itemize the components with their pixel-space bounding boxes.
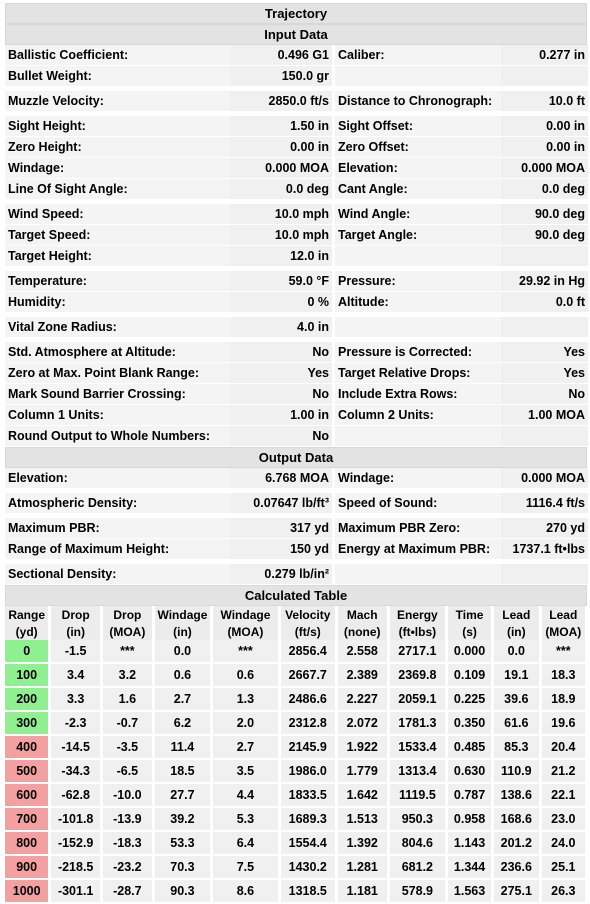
field-value: 270 yd	[501, 514, 588, 539]
field-value: 150 yd	[230, 539, 335, 560]
range-cell: 800	[5, 832, 51, 856]
table-cell: -301.1	[51, 880, 103, 904]
table-cell: 3.4	[51, 664, 103, 688]
table-cell: ***	[103, 640, 155, 664]
column-header: Velocity	[281, 606, 338, 623]
table-cell: 1.3	[213, 688, 281, 712]
table-cell: 2.072	[338, 712, 390, 736]
table-cell: 3.3	[51, 688, 103, 712]
data-row	[5, 313, 588, 338]
output-data-table	[5, 468, 588, 585]
field-label: Sight Height:	[5, 112, 230, 137]
field-label: Include Extra Rows:	[335, 384, 501, 405]
table-cell: 1833.5	[281, 784, 338, 808]
table-cell: 681.2	[390, 856, 449, 880]
column-header: (MOA)	[213, 623, 281, 640]
table-cell: 0.485	[448, 736, 494, 760]
field-value: 10.0 mph	[230, 200, 335, 225]
column-header: (MOA)	[103, 623, 155, 640]
data-row	[5, 426, 588, 447]
column-header: Time	[448, 606, 494, 623]
data-row	[5, 405, 588, 426]
table-cell: 7.5	[213, 856, 281, 880]
table-cell: 275.1	[494, 880, 542, 904]
table-cell: 25.1	[542, 856, 588, 880]
column-header: (ft/s)	[281, 623, 338, 640]
calculated-table	[5, 606, 588, 904]
field-value	[501, 313, 588, 338]
table-cell: 2059.1	[390, 688, 449, 712]
table-cell: -34.3	[51, 760, 103, 784]
column-header: Lead	[494, 606, 542, 623]
field-label	[335, 313, 501, 338]
data-row	[5, 560, 588, 585]
table-cell: 1.779	[338, 760, 390, 784]
column-header: Energy	[390, 606, 449, 623]
table-cell: 1781.3	[390, 712, 449, 736]
table-cell: 1.281	[338, 856, 390, 880]
table-cell: -10.0	[103, 784, 155, 808]
table-cell: 0.958	[448, 808, 494, 832]
table-cell: 168.6	[494, 808, 542, 832]
table-header-row	[5, 606, 588, 623]
field-label: Vital Zone Radius:	[5, 313, 230, 338]
field-value: 317 yd	[230, 514, 335, 539]
field-label: Elevation:	[335, 158, 501, 179]
field-value	[501, 426, 588, 447]
data-row	[5, 363, 588, 384]
table-row	[5, 784, 588, 808]
field-label: Sight Offset:	[335, 112, 501, 137]
table-row	[5, 664, 588, 688]
table-cell: 2856.4	[281, 640, 338, 664]
data-row	[5, 112, 588, 137]
field-label: Pressure is Corrected:	[335, 338, 501, 363]
table-cell: 236.6	[494, 856, 542, 880]
column-header: (yd)	[5, 623, 51, 640]
field-value: 0.00 in	[501, 112, 588, 137]
field-value: Yes	[230, 363, 335, 384]
field-value: 1116.4 ft/s	[501, 489, 588, 514]
table-cell: -62.8	[51, 784, 103, 808]
table-cell: 23.0	[542, 808, 588, 832]
field-value: 0.00 in	[501, 137, 588, 158]
table-cell: 19.1	[494, 664, 542, 688]
table-cell: 0.6	[155, 664, 213, 688]
table-cell: 950.3	[390, 808, 449, 832]
data-row	[5, 468, 588, 489]
range-cell: 700	[5, 808, 51, 832]
table-row	[5, 808, 588, 832]
field-value: Yes	[501, 338, 588, 363]
field-label: Cant Angle:	[335, 179, 501, 200]
table-cell: 3.5	[213, 760, 281, 784]
table-row	[5, 736, 588, 760]
table-cell: 27.7	[155, 784, 213, 808]
table-row	[5, 760, 588, 784]
data-row	[5, 87, 588, 112]
field-value: 0 %	[230, 292, 335, 313]
field-label: Round Output to Whole Numbers:	[5, 426, 230, 447]
field-value: 0.0 ft	[501, 292, 588, 313]
field-label: Wind Speed:	[5, 200, 230, 225]
data-row	[5, 384, 588, 405]
field-label: Target Height:	[5, 246, 230, 267]
field-label: Wind Angle:	[335, 200, 501, 225]
table-cell: 2.558	[338, 640, 390, 664]
table-cell: 5.3	[213, 808, 281, 832]
field-label: Target Relative Drops:	[335, 363, 501, 384]
table-cell: 0.000	[448, 640, 494, 664]
field-value: 0.496 G1	[230, 45, 335, 66]
page-title: Trajectory	[5, 3, 587, 24]
table-cell: 19.6	[542, 712, 588, 736]
output-data-header: Output Data	[5, 447, 587, 468]
table-cell: 18.9	[542, 688, 588, 712]
column-header: (in)	[155, 623, 213, 640]
table-cell: -1.5	[51, 640, 103, 664]
table-cell: 2.7	[213, 736, 281, 760]
table-cell: 2486.6	[281, 688, 338, 712]
table-cell: 2.7	[155, 688, 213, 712]
table-cell: 6.4	[213, 832, 281, 856]
data-row	[5, 66, 588, 87]
table-cell: 1986.0	[281, 760, 338, 784]
column-header: Mach	[338, 606, 390, 623]
field-label	[335, 560, 501, 585]
table-cell: -152.9	[51, 832, 103, 856]
table-cell: -23.2	[103, 856, 155, 880]
field-label: Std. Atmosphere at Altitude:	[5, 338, 230, 363]
table-cell: 1.513	[338, 808, 390, 832]
field-label: Maximum PBR Zero:	[335, 514, 501, 539]
table-cell: 11.4	[155, 736, 213, 760]
field-value: 0.000 MOA	[230, 158, 335, 179]
field-value: 6.768 MOA	[230, 468, 335, 489]
table-cell: 1313.4	[390, 760, 449, 784]
table-cell: 1.6	[103, 688, 155, 712]
field-label: Range of Maximum Height:	[5, 539, 230, 560]
field-value: No	[230, 384, 335, 405]
field-label: Sectional Density:	[5, 560, 230, 585]
field-label: Humidity:	[5, 292, 230, 313]
table-cell: 18.5	[155, 760, 213, 784]
range-cell: 0	[5, 640, 51, 664]
data-row	[5, 158, 588, 179]
table-cell: 70.3	[155, 856, 213, 880]
data-row	[5, 45, 588, 66]
field-value: 0.000 MOA	[501, 468, 588, 489]
field-value: 0.279 lb/in²	[230, 560, 335, 585]
field-label: Ballistic Coefficient:	[5, 45, 230, 66]
field-label: Zero Height:	[5, 137, 230, 158]
field-label	[335, 66, 501, 87]
column-header: Windage	[155, 606, 213, 623]
field-value: 4.0 in	[230, 313, 335, 338]
field-label: Distance to Chronograph:	[335, 87, 501, 112]
column-header: Windage	[213, 606, 281, 623]
table-cell: -14.5	[51, 736, 103, 760]
table-cell: 3.2	[103, 664, 155, 688]
field-label: Target Angle:	[335, 225, 501, 246]
field-value: 1737.1 ft•lbs	[501, 539, 588, 560]
column-header: Drop	[103, 606, 155, 623]
field-value: 59.0 °F	[230, 267, 335, 292]
field-label: Mark Sound Barrier Crossing:	[5, 384, 230, 405]
table-cell: -28.7	[103, 880, 155, 904]
field-label: Muzzle Velocity:	[5, 87, 230, 112]
table-row	[5, 712, 588, 736]
data-row	[5, 137, 588, 158]
field-label: Target Speed:	[5, 225, 230, 246]
table-cell: 6.2	[155, 712, 213, 736]
field-value: 1.00 in	[230, 405, 335, 426]
field-value: 2850.0 ft/s	[230, 87, 335, 112]
field-value: 1.00 MOA	[501, 405, 588, 426]
column-header: (s)	[448, 623, 494, 640]
column-header: Range	[5, 606, 51, 623]
table-cell: 0.350	[448, 712, 494, 736]
input-data-header: Input Data	[5, 24, 587, 45]
range-cell: 100	[5, 664, 51, 688]
table-row	[5, 832, 588, 856]
table-cell: 1.563	[448, 880, 494, 904]
table-cell: 0.630	[448, 760, 494, 784]
field-label: Elevation:	[5, 468, 230, 489]
field-label	[335, 426, 501, 447]
table-cell: 0.0	[494, 640, 542, 664]
table-cell: -3.5	[103, 736, 155, 760]
table-cell: 1689.3	[281, 808, 338, 832]
table-cell: 1119.5	[390, 784, 449, 808]
table-cell: 61.6	[494, 712, 542, 736]
table-cell: 2.227	[338, 688, 390, 712]
table-cell: 39.6	[494, 688, 542, 712]
field-value: 90.0 deg	[501, 200, 588, 225]
field-label: Zero Offset:	[335, 137, 501, 158]
table-cell: 201.2	[494, 832, 542, 856]
field-value: 0.07647 lb/ft³	[230, 489, 335, 514]
table-cell: 138.6	[494, 784, 542, 808]
field-label: Maximum PBR:	[5, 514, 230, 539]
field-label: Column 2 Units:	[335, 405, 501, 426]
table-cell: 578.9	[390, 880, 449, 904]
field-label: Temperature:	[5, 267, 230, 292]
data-row	[5, 292, 588, 313]
field-label: Column 1 Units:	[5, 405, 230, 426]
field-value: 0.000 MOA	[501, 158, 588, 179]
column-header: (in)	[494, 623, 542, 640]
table-cell: 39.2	[155, 808, 213, 832]
table-row	[5, 880, 588, 904]
table-cell: -6.5	[103, 760, 155, 784]
table-cell: 2667.7	[281, 664, 338, 688]
data-row	[5, 489, 588, 514]
field-value: 0.0 deg	[501, 179, 588, 200]
table-cell: 22.1	[542, 784, 588, 808]
field-value: 29.92 in Hg	[501, 267, 588, 292]
table-cell: -2.3	[51, 712, 103, 736]
calculated-table-header: Calculated Table	[5, 585, 587, 606]
data-row	[5, 267, 588, 292]
table-cell: 53.3	[155, 832, 213, 856]
table-cell: 24.0	[542, 832, 588, 856]
table-cell: 1.143	[448, 832, 494, 856]
field-value: No	[230, 426, 335, 447]
input-data-table	[5, 45, 588, 447]
table-cell: 20.4	[542, 736, 588, 760]
table-cell: 0.225	[448, 688, 494, 712]
field-value: 12.0 in	[230, 246, 335, 267]
table-cell: 2.0	[213, 712, 281, 736]
field-value: 0.277 in	[501, 45, 588, 66]
table-row	[5, 640, 588, 664]
table-cell: 26.3	[542, 880, 588, 904]
table-cell: 1554.4	[281, 832, 338, 856]
field-value: Yes	[501, 363, 588, 384]
field-label: Caliber:	[335, 45, 501, 66]
field-value	[501, 66, 588, 87]
data-row	[5, 246, 588, 267]
table-row	[5, 688, 588, 712]
field-label: Zero at Max. Point Blank Range:	[5, 363, 230, 384]
table-cell: 0.109	[448, 664, 494, 688]
data-row	[5, 514, 588, 539]
table-cell: 0.0	[155, 640, 213, 664]
table-cell: 1430.2	[281, 856, 338, 880]
table-cell: 0.787	[448, 784, 494, 808]
field-value: 0.0 deg	[230, 179, 335, 200]
table-cell: ***	[213, 640, 281, 664]
table-header-row	[5, 623, 588, 640]
data-row	[5, 179, 588, 200]
table-cell: 0.6	[213, 664, 281, 688]
field-label: Pressure:	[335, 267, 501, 292]
range-cell: 1000	[5, 880, 51, 904]
table-cell: 2369.8	[390, 664, 449, 688]
field-value: 0.00 in	[230, 137, 335, 158]
field-label: Windage:	[335, 468, 501, 489]
table-cell: -218.5	[51, 856, 103, 880]
column-header: (in)	[51, 623, 103, 640]
table-cell: 18.3	[542, 664, 588, 688]
table-cell: 1.344	[448, 856, 494, 880]
field-value	[501, 560, 588, 585]
field-label: Windage:	[5, 158, 230, 179]
table-cell: 90.3	[155, 880, 213, 904]
table-cell: 8.6	[213, 880, 281, 904]
field-value: 1.50 in	[230, 112, 335, 137]
field-label: Speed of Sound:	[335, 489, 501, 514]
field-label: Altitude:	[335, 292, 501, 313]
field-label: Atmospheric Density:	[5, 489, 230, 514]
field-value: No	[501, 384, 588, 405]
table-cell: 1.392	[338, 832, 390, 856]
table-cell: -18.3	[103, 832, 155, 856]
range-cell: 400	[5, 736, 51, 760]
range-cell: 600	[5, 784, 51, 808]
table-cell: 1.181	[338, 880, 390, 904]
data-row	[5, 225, 588, 246]
range-cell: 500	[5, 760, 51, 784]
column-header: (none)	[338, 623, 390, 640]
table-cell: 1.922	[338, 736, 390, 760]
table-cell: 2145.9	[281, 736, 338, 760]
table-cell: 85.3	[494, 736, 542, 760]
column-header: (ft•lbs)	[390, 623, 449, 640]
field-label: Energy at Maximum PBR:	[335, 539, 501, 560]
table-cell: 21.2	[542, 760, 588, 784]
field-value: 90.0 deg	[501, 225, 588, 246]
table-cell: 2312.8	[281, 712, 338, 736]
range-cell: 200	[5, 688, 51, 712]
field-label	[335, 246, 501, 267]
table-cell: 1533.4	[390, 736, 449, 760]
field-value: 10.0 ft	[501, 87, 588, 112]
table-cell: -0.7	[103, 712, 155, 736]
table-cell: 4.4	[213, 784, 281, 808]
table-cell: -13.9	[103, 808, 155, 832]
data-row	[5, 200, 588, 225]
column-header: Drop	[51, 606, 103, 623]
field-value: 10.0 mph	[230, 225, 335, 246]
table-cell: 2.389	[338, 664, 390, 688]
field-label: Bullet Weight:	[5, 66, 230, 87]
field-label: Line Of Sight Angle:	[5, 179, 230, 200]
column-header: Lead	[542, 606, 588, 623]
field-value: 150.0 gr	[230, 66, 335, 87]
range-cell: 300	[5, 712, 51, 736]
table-cell: 1318.5	[281, 880, 338, 904]
table-cell: 804.6	[390, 832, 449, 856]
data-row	[5, 539, 588, 560]
column-header: (MOA)	[542, 623, 588, 640]
table-cell: -101.8	[51, 808, 103, 832]
table-cell: 2717.1	[390, 640, 449, 664]
field-value	[501, 246, 588, 267]
data-row	[5, 338, 588, 363]
range-cell: 900	[5, 856, 51, 880]
table-cell: 1.642	[338, 784, 390, 808]
table-cell: ***	[542, 640, 588, 664]
table-cell: 110.9	[494, 760, 542, 784]
field-value: No	[230, 338, 335, 363]
